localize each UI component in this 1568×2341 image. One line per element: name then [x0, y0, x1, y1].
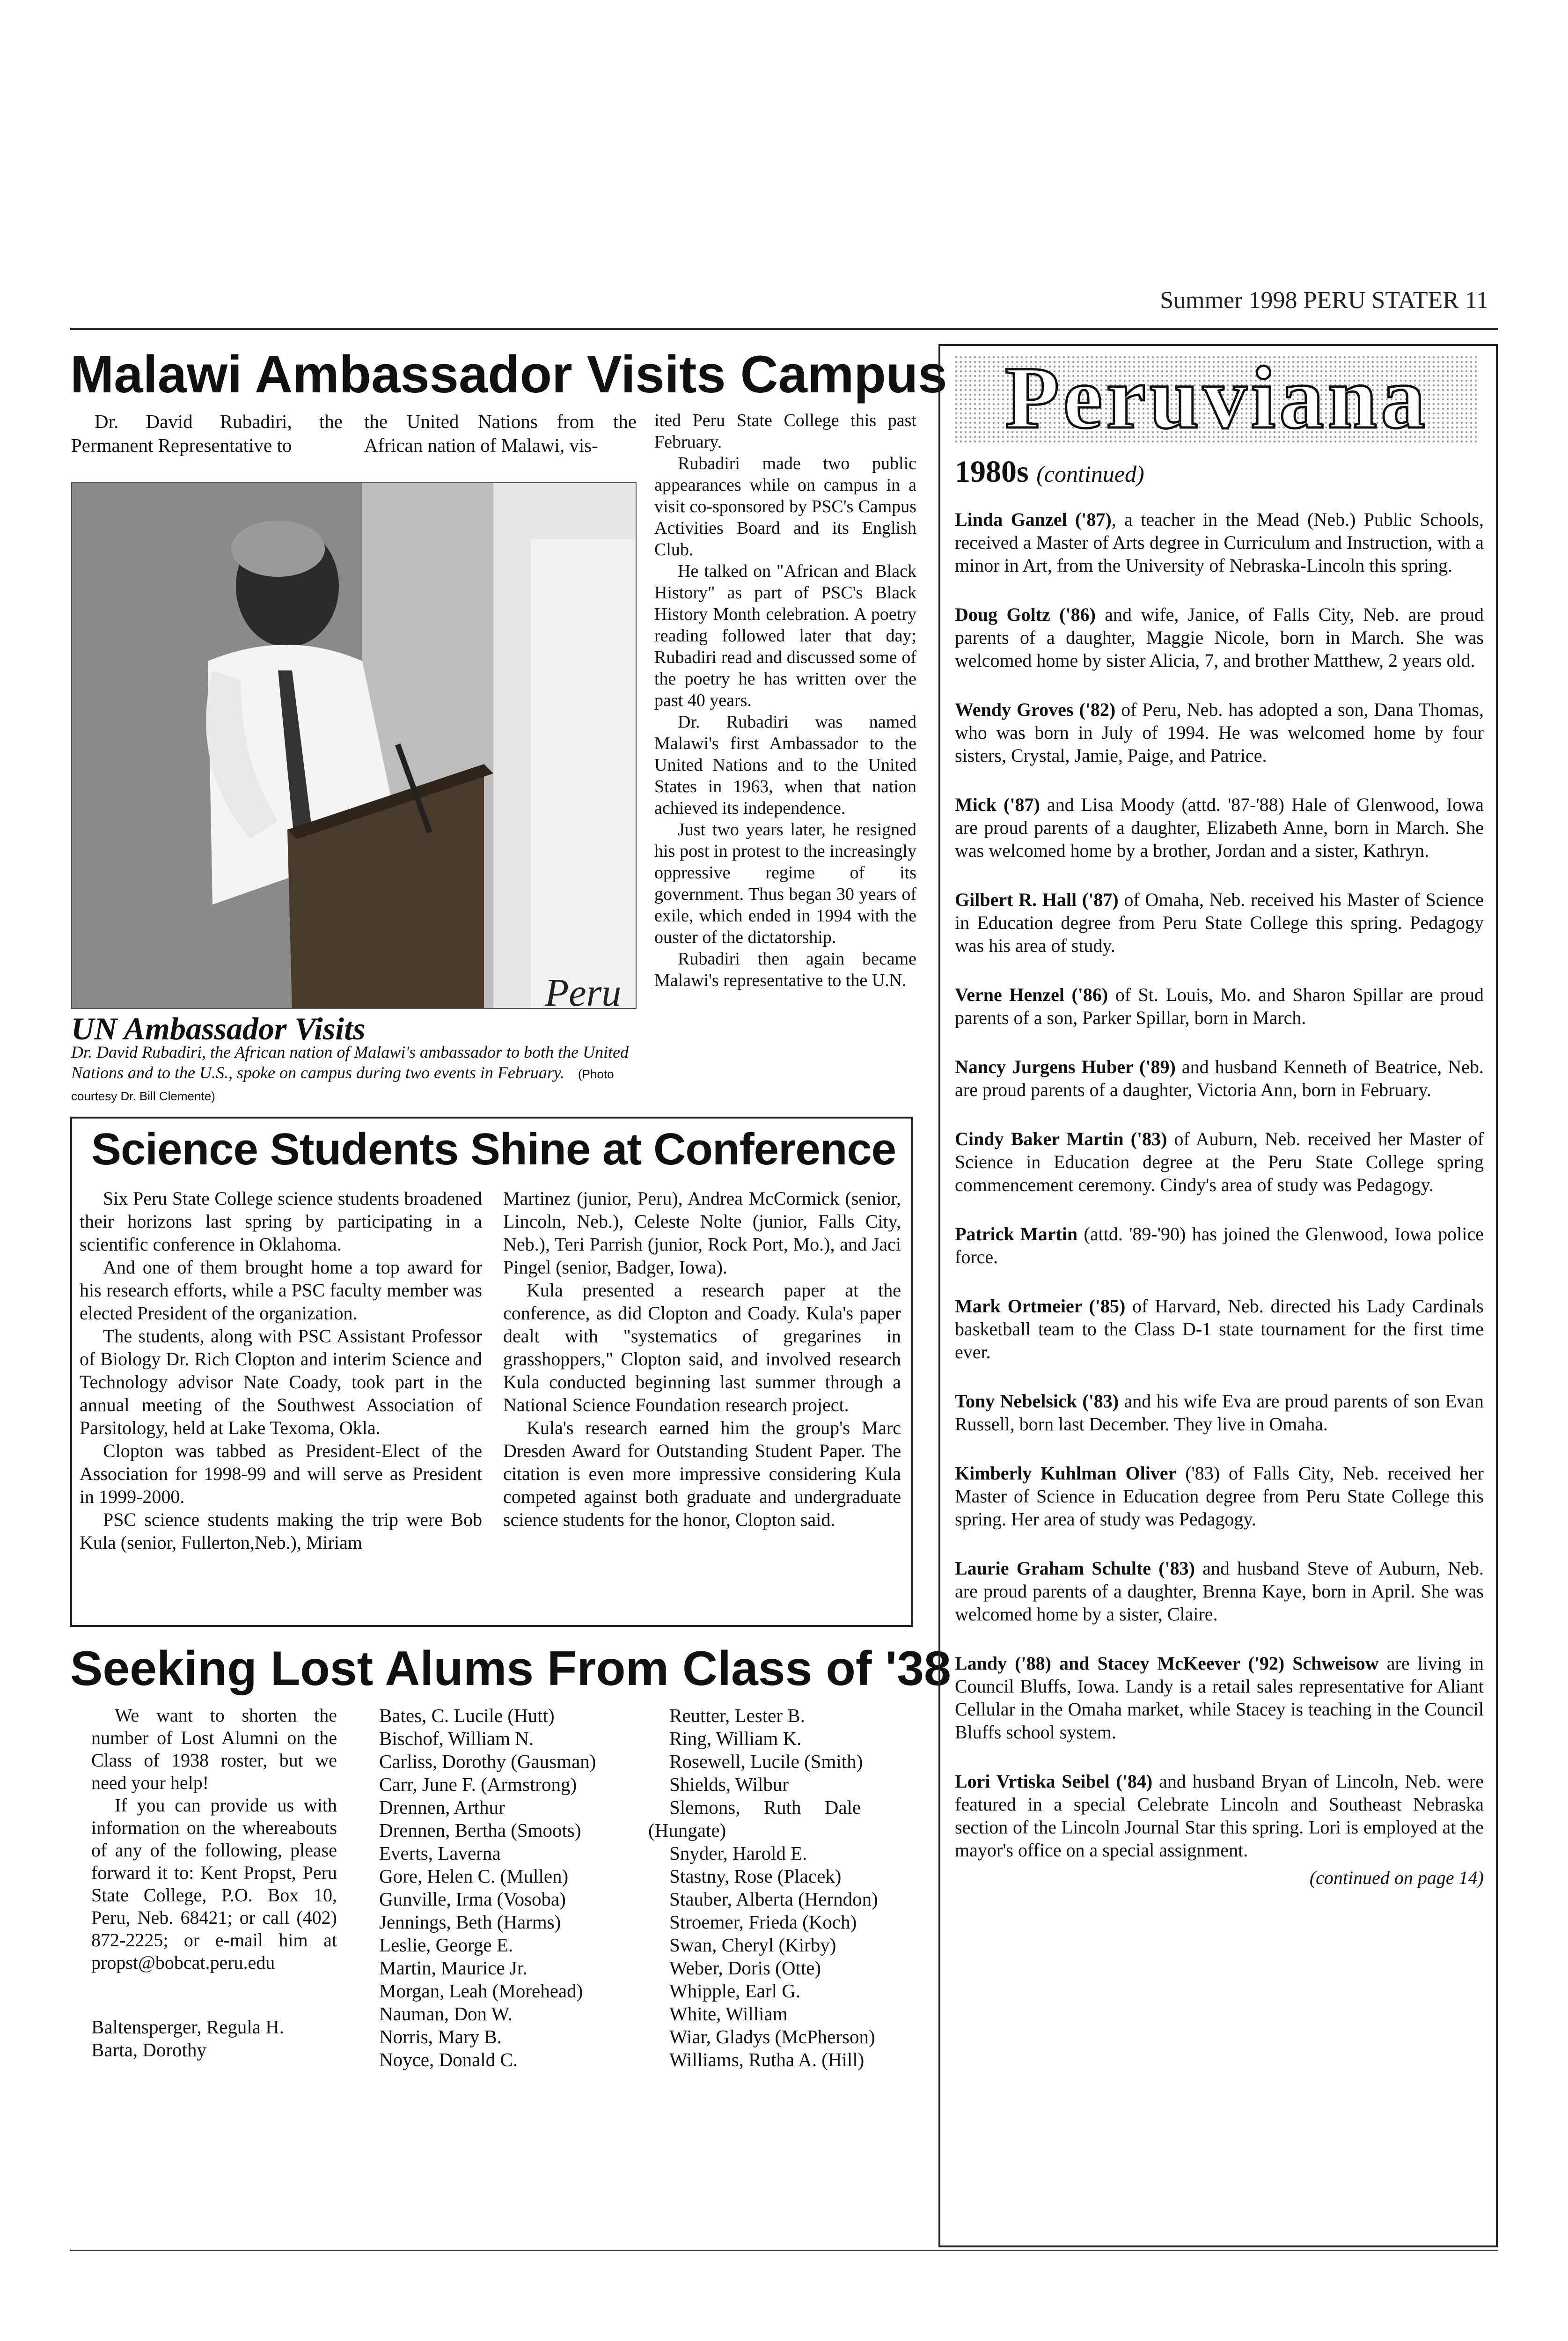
ambassador-col3-p1: ited Peru State College this past February.	[654, 411, 916, 452]
alums-intro-p1: We want to shorten the number of Lost Alumni on the Class of 1938 roster, but we need your help!	[91, 1705, 337, 1793]
ambassador-headline: Malawi Ambassador Visits Campus	[70, 345, 947, 404]
science-col1-p2: And one of them brought home a top award for his research efforts, while a PSC faculty member was elected President of the organization.	[80, 1257, 482, 1324]
alums-intro-p2: If you can provide us with information on the whereabouts of any of the following, please forward it to: Kent Propst, Peru State College, P.O. Box 10, Peru, Neb. 68421; or call (402) 872-2225; or e-mail him at propst@bobcat.peru.edu	[91, 1795, 337, 1973]
alum-name: Stauber, Alberta (Herndon)	[669, 1888, 878, 1910]
entry-text: and husband Bryan of Lincoln, Neb. were featured in a special Celebrate Lincoln and Southeast Nebraska section of the Lincoln Journal Star this spring. Lori is employed at the mayor's office on a special assignment.	[955, 1771, 1484, 1861]
entry-text: , a teacher in the Mead (Neb.) Public Schools, received a Master of Arts degree in Curriculum and Instruction, with a minor in Art, from the University of Nebraska-Lincoln this spring.	[955, 509, 1484, 576]
peruviana-entry	[955, 698, 1484, 767]
alum-name: Snyder, Harold E.	[669, 1842, 807, 1864]
entry-name: Verne Henzel ('86)	[955, 984, 1108, 1005]
alum-name: Rosewell, Lucile (Smith)	[669, 1751, 863, 1772]
entry-text: and wife, Janice, of Falls City, Neb. are proud parents of a daughter, Maggie Nicole, born in March. She was welcomed home by sister Alicia, 7, and brother Matthew, 2 years old.	[955, 604, 1484, 671]
ambassador-col3	[654, 410, 916, 991]
entry-text: (attd. '89-'90) has joined the Glenwood, Iowa police force.	[955, 1223, 1484, 1267]
alum-name: Whipple, Earl G.	[669, 1980, 801, 2002]
ambassador-col3-p4: Dr. Rubadiri was named Malawi's first Ambassador to the United Nations and to the United States in 1963, when that nation achieved its independence.	[654, 712, 916, 818]
alum-name: Nauman, Don W.	[379, 2003, 513, 2024]
entry-text: and husband Steve of Auburn, Neb. are proud parents of a daughter, Brenna Kaye, born in April. She was welcomed home by a sister, Claire.	[955, 1558, 1484, 1625]
section-decade: 1980s	[955, 455, 1029, 489]
entry-text: of Peru, Neb. has adopted a son, Dana Thomas, who was born in July of 1994. He was welcomed home by four sisters, Crystal, Jamie, Paige, and Patrice.	[955, 699, 1484, 766]
alum-name: Weber, Doris (Otte)	[669, 1957, 821, 1979]
science-col2-p1: Martinez (junior, Peru), Andrea McCormick (senior, Lincoln, Neb.), Celeste Nolte (junior, Falls City, Neb.), Teri Parrish (junior, Rock Port, Mo.), and Jaci Pingel (senior, Badger, Iowa).	[503, 1188, 901, 1278]
peruviana-entry	[955, 1222, 1484, 1268]
photo-caption-text: Dr. David Rubadiri, the African nation of Malawi's ambassador to both the United Nations and to the U.S., spoke on campus during two events in February.	[71, 1043, 629, 1082]
entry-text: of Auburn, Neb. received her Master of Science in Education degree at the Peru State College spring commencement ceremony. Cindy's area of study was Pedagogy.	[955, 1128, 1484, 1195]
entry-name: Laurie Graham Schulte ('83)	[955, 1558, 1195, 1579]
alum-name: White, William	[669, 2003, 788, 2024]
peruviana-entry	[955, 603, 1484, 672]
alum-name: Martin, Maurice Jr.	[379, 1957, 528, 1979]
photo-caption	[71, 1042, 637, 1106]
science-col2	[503, 1187, 901, 1531]
alum-name: Norris, Mary B.	[379, 2026, 502, 2047]
photo-sign-text: Peru	[545, 971, 622, 1009]
continued-note: (continued on page 14)	[1309, 1867, 1484, 1888]
alum-name: Leslie, George E.	[379, 1934, 513, 1956]
entry-name: Linda Ganzel ('87)	[955, 509, 1112, 530]
alum-name: Slemons, Ruth Dale	[669, 1796, 861, 1818]
entry-name: Kimberly Kuhlman Oliver	[955, 1463, 1177, 1484]
alum-name: Ring, William K.	[669, 1728, 802, 1749]
alum-name: Jennings, Beth (Harms)	[379, 1911, 561, 1933]
entry-text: and Lisa Moody (attd. '87-'88) Hale of Glenwood, Iowa are proud parents of a daughter, Elizabeth Anne, born in March. She was welcomed home by a brother, Jordan and a sister, Kathryn.	[955, 794, 1484, 861]
ambassador-col1	[71, 410, 343, 457]
alum-name: Stastny, Rose (Placek)	[669, 1865, 842, 1887]
ambassador-col1-p1: Dr. David Rubadiri, the Permanent Representative to	[71, 411, 343, 456]
alum-name: Morgan, Leah (Morehead)	[379, 1980, 583, 2002]
ambassador-col2	[364, 410, 637, 457]
alum-name: Noyce, Donald C.	[379, 2049, 518, 2070]
alum-name: Everts, Laverna	[379, 1842, 501, 1864]
peruviana-entry	[955, 1295, 1484, 1363]
science-col1-p3: The students, along with PSC Assistant Professor of Biology Dr. Rich Clopton and interim Science and Technology advisor Nate Coady, took part in the annual meeting of the Southwest Association of Parsitology, held at Lake Texoma, Okla.	[80, 1325, 482, 1438]
ambassador-col3-p2: Rubadiri made two public appearances while on campus in a visit co-sponsored by PSC's Campus Activities Board and its English Club.	[654, 454, 916, 559]
peruviana-entry	[955, 983, 1484, 1029]
alums-list-col1	[91, 2016, 284, 2061]
alum-name: (Hungate)	[648, 1819, 726, 1841]
alum-name: Gore, Helen C. (Mullen)	[379, 1865, 569, 1887]
peruviana-section	[955, 454, 1144, 490]
photo-caption-title: UN Ambassador Visits	[71, 1011, 366, 1046]
alum-name: Shields, Wilbur	[669, 1774, 789, 1795]
science-col1-p1: Six Peru State College science students broadened their horizons last spring by participating in a scientific conference in Oklahoma.	[80, 1188, 482, 1255]
ambassador-col3-p5: Just two years later, he resigned his post in protest to the increasingly oppressive regime of its government. Thus began 30 years of exile, which ended in 1994 with the ouster of the dictatorship.	[654, 820, 916, 947]
bottom-rule	[70, 2250, 1498, 2251]
ambassador-col2-p1: the United Nations from the African nation of Malawi, vis-	[364, 411, 637, 456]
masthead-title: Peruviana	[1005, 349, 1429, 447]
science-headline: Science Students Shine at Conference	[91, 1124, 896, 1174]
alums-headline: Seeking Lost Alums From Class of '38	[70, 1642, 951, 1696]
ambassador-photo	[71, 482, 637, 1009]
alum-name: Reutter, Lester B.	[669, 1705, 805, 1726]
science-col2-p3: Kula's research earned him the group's Marc Dresden Award for Outstanding Student Paper. The citation is even more impressive considering Kula competed against both graduate and undergraduate science students for the honor, Clopton said.	[503, 1417, 901, 1530]
peruviana-entry	[955, 1652, 1484, 1744]
peruviana-entry	[955, 888, 1484, 957]
peruviana-masthead	[955, 349, 1479, 447]
ambassador-col3-p6: Rubadiri then again became Malawi's representative to the U.N.	[654, 949, 916, 990]
alum-name: Drennen, Arthur	[379, 1796, 505, 1818]
page-folio: Summer 1998 PERU STATER 11	[1160, 287, 1488, 314]
alum-name: Wiar, Gladys (McPherson)	[669, 2026, 875, 2047]
peruviana-entry	[955, 1055, 1484, 1101]
alum-name: Carliss, Dorothy (Gausman)	[379, 1751, 596, 1772]
photo-illustration	[72, 483, 637, 1009]
section-note: (continued)	[1036, 461, 1144, 487]
alum-name: Barta, Dorothy	[91, 2039, 206, 2061]
science-col2-p2: Kula presented a research paper at the conference, as did Clopton and Coady. Kula's paper dealt with "systematics of gregarines in grasshoppers," Clopton said, and involved research Kula conducted beginning last summer through a National Science Foundation research project.	[503, 1280, 901, 1415]
entry-text: ('83) of Falls City, Neb. received her Master of Science in Education degree from Peru State College this spring. Her area of study was Pedagogy.	[955, 1463, 1484, 1530]
alum-name: Williams, Rutha A. (Hill)	[669, 2049, 865, 2070]
entry-text: and husband Kenneth of Beatrice, Neb. are proud parents of a daughter, Victoria Ann, born in February.	[955, 1056, 1484, 1100]
peruviana-entry	[955, 793, 1484, 862]
peruviana-entry	[955, 1557, 1484, 1626]
alums-intro	[91, 1704, 337, 1974]
entry-name: Patrick Martin	[955, 1223, 1078, 1244]
peruviana-entry	[955, 1462, 1484, 1531]
alum-name: Baltensperger, Regula H.	[91, 2016, 285, 2038]
alum-name: Bischof, William N.	[379, 1728, 534, 1749]
alum-name: Drennen, Bertha (Smoots)	[379, 1819, 581, 1841]
alum-name: Bates, C. Lucile (Hutt)	[379, 1705, 555, 1726]
peruviana-entry	[955, 508, 1484, 577]
alum-name: Gunville, Irma (Vosoba)	[379, 1888, 566, 1910]
entry-name: Mick ('87)	[955, 794, 1040, 815]
entry-name: Nancy Jurgens Huber ('89)	[955, 1056, 1176, 1077]
peruviana-entries	[955, 508, 1484, 1889]
peruviana-entry	[955, 1390, 1484, 1436]
peruviana-entry	[955, 1127, 1484, 1196]
entry-name: Cindy Baker Martin ('83)	[955, 1128, 1167, 1149]
science-col1-p4: Clopton was tabbed as President-Elect of the Association for 1998-99 and will serve as President in 1999-2000.	[80, 1440, 482, 1507]
entry-text: of Harvard, Neb. directed his Lady Cardinals basketball team to the Class D-1 state tournament for the first time ever.	[955, 1296, 1484, 1362]
ambassador-col3-p3: He talked on "African and Black History" as part of PSC's Black History Month celebration. A poetry reading followed later that day; Rubadiri read and discussed some of the poetry he has written over the past 40 years.	[654, 561, 916, 710]
entry-text: and his wife Eva are proud parents of son Evan Russell, born last December. They live in Omaha.	[955, 1391, 1484, 1435]
entry-name: Lori Vrtiska Seibel ('84)	[955, 1771, 1153, 1792]
entry-name: Wendy Groves ('82)	[955, 699, 1116, 720]
alums-list-col3	[648, 1704, 878, 2071]
entry-text: are living in Council Bluffs, Iowa. Landy is a retail sales representative for Aliant Cellular in the Omaha market, while Stacey is teaching in the Council Bluffs school system.	[955, 1653, 1484, 1743]
entry-text: of St. Louis, Mo. and Sharon Spillar are proud parents of a son, Parker Spillar, born in March.	[955, 984, 1484, 1028]
peruviana-entry	[955, 1770, 1484, 1862]
top-rule	[70, 328, 1498, 330]
entry-name: Landy ('88) and Stacey McKeever ('92) Schweisow	[955, 1653, 1379, 1674]
science-col1-p5: PSC science students making the trip were Bob Kula (senior, Fullerton,Neb.), Miriam	[80, 1509, 482, 1553]
science-col1	[80, 1187, 482, 1554]
entry-name: Gilbert R. Hall ('87)	[955, 889, 1119, 910]
entry-name: Tony Nebelsick ('83)	[955, 1391, 1119, 1412]
alums-list-col2	[379, 1704, 596, 2071]
entry-name: Doug Goltz ('86)	[955, 604, 1096, 625]
alum-name: Swan, Cheryl (Kirby)	[669, 1934, 836, 1956]
alum-name: Carr, June F. (Armstrong)	[379, 1774, 577, 1795]
photo-credit: (Photo courtesy Dr. Bill Clemente)	[71, 1067, 614, 1103]
entry-name: Mark Ortmeier ('85)	[955, 1296, 1126, 1317]
entry-text: of Omaha, Neb. received his Master of Science in Education degree from Peru State College this spring. Pedagogy was his area of study.	[955, 889, 1484, 956]
alum-name: Stroemer, Frieda (Koch)	[669, 1911, 857, 1933]
